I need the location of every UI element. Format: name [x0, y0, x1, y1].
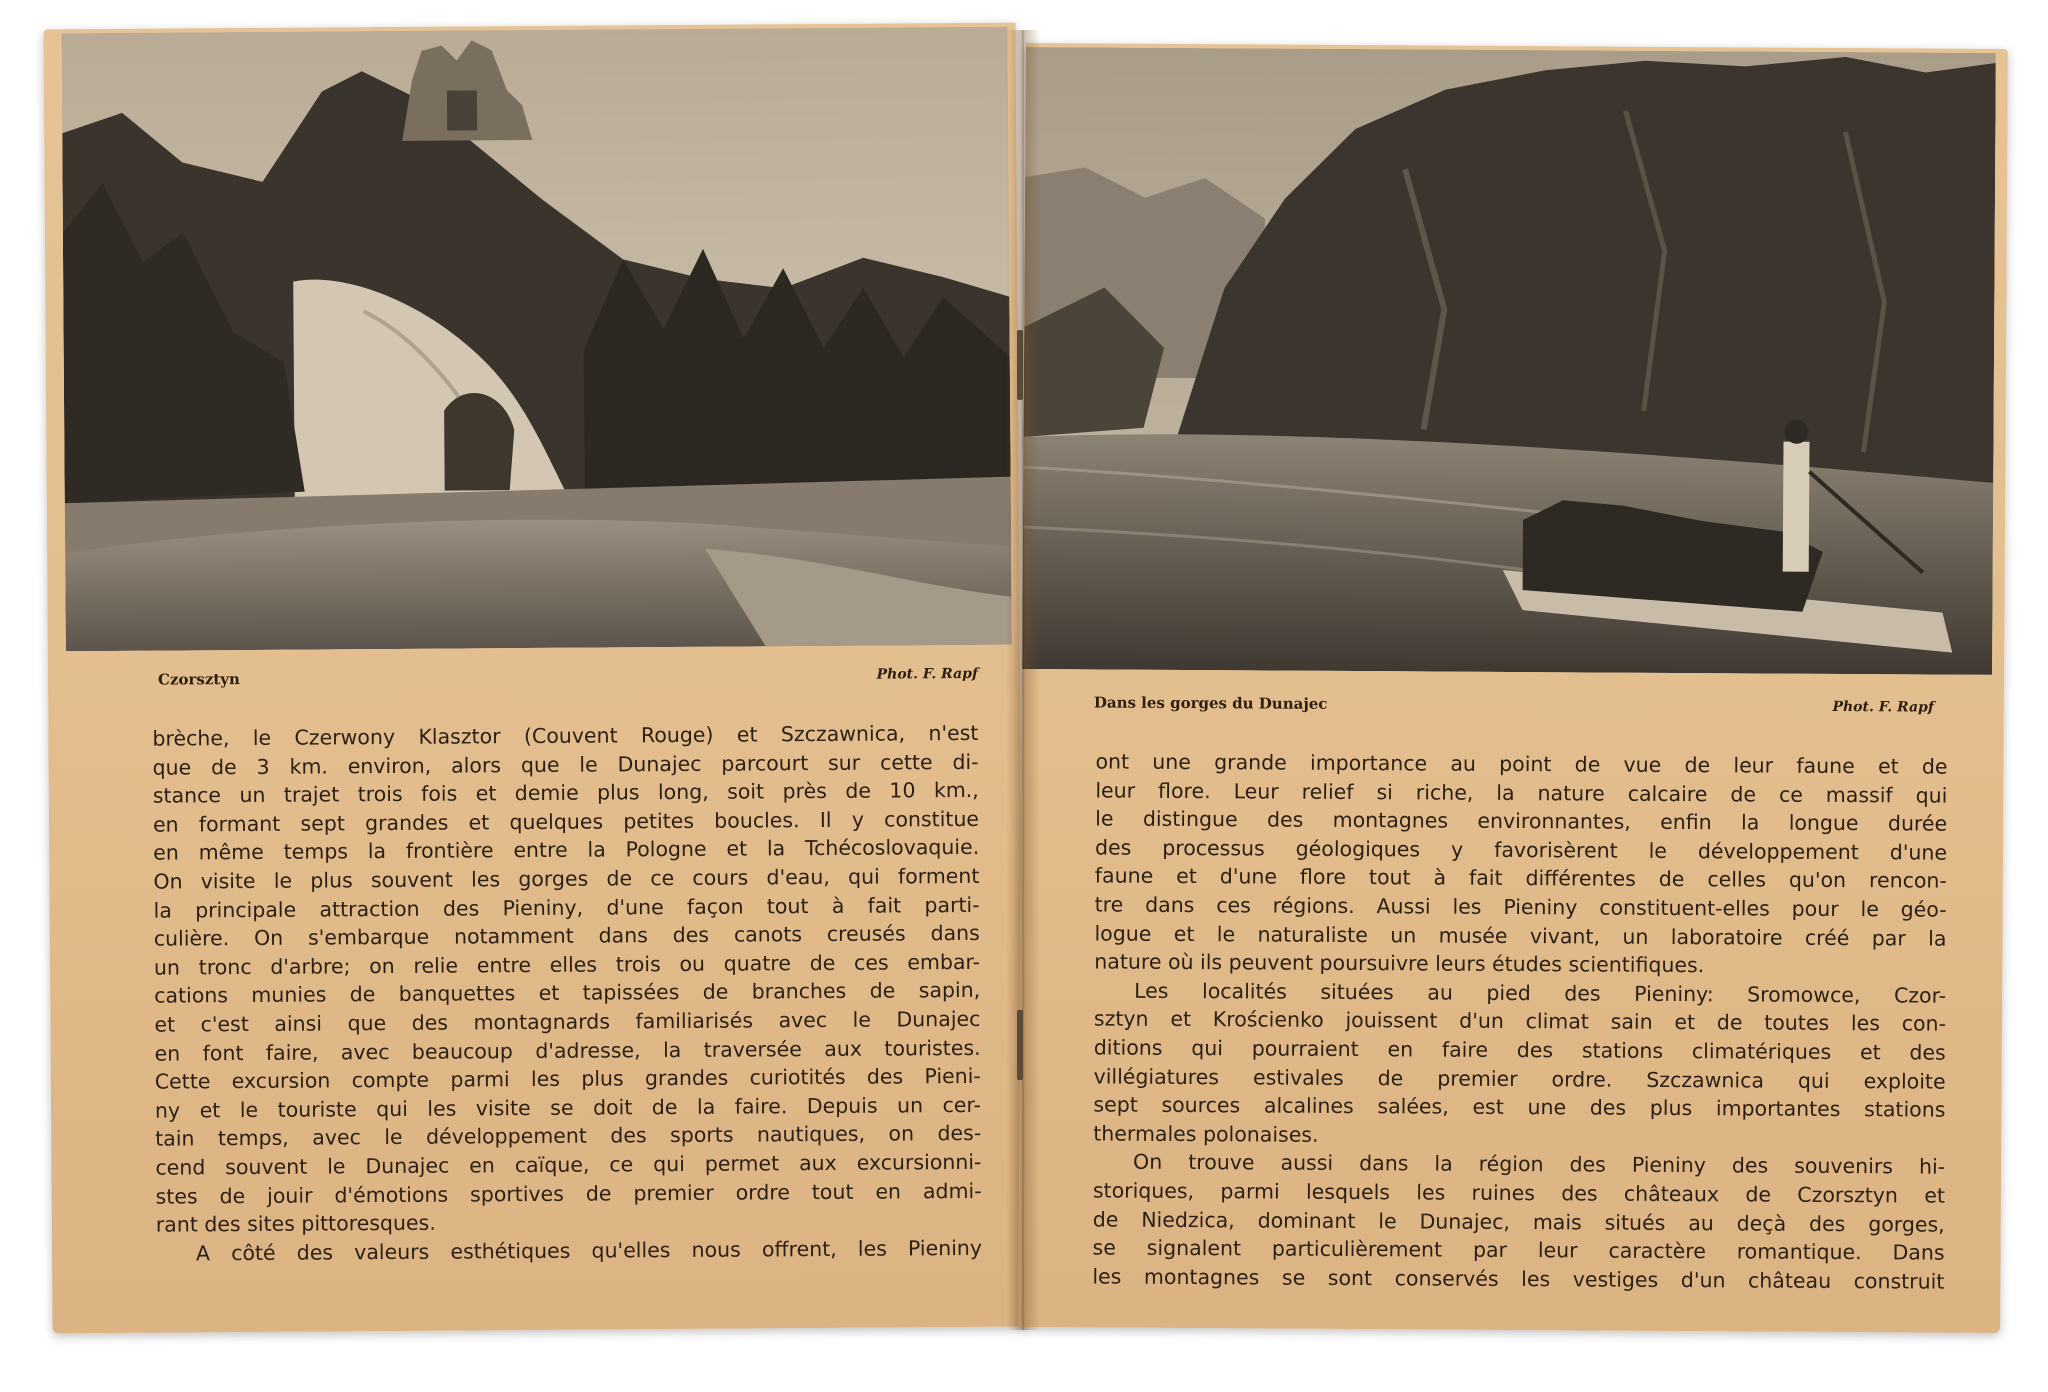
- text-line: les montagnes se sont conservés les vestiges d'un château construit: [1092, 1264, 1945, 1294]
- caption-credit: Phot. F. Rapf: [876, 665, 979, 683]
- czorsztyn-landscape-image: [61, 27, 1011, 652]
- right-body-text: [1092, 747, 1947, 1295]
- staple-bottom: [1017, 1010, 1023, 1080]
- text-line: ont une grande importance au point de vue de leur faune et de: [1095, 749, 1948, 779]
- text-line: des processus géologiques y favorisèrent le développement d'une: [1094, 835, 1948, 865]
- caption-credit: Phot. F. Rapf: [1832, 698, 1934, 716]
- text-line: Cette excursion compte parmi les plus grandes curiotités des Pieni-: [154, 1064, 981, 1094]
- text-line: faune et d'une flore tout à fait différentes de celles qu'on rencon-: [1094, 863, 1947, 894]
- text-line: brèche, le Czerwony Klasztor (Couvent Rouge) et Szczawnica, n'est: [152, 720, 979, 751]
- text-line: se signalent particulièrement par leur caractère romantique. Dans: [1092, 1235, 1945, 1265]
- text-line: ditions qui pourraient en faire des stations climatériques et des: [1093, 1035, 1946, 1065]
- text-line: stance un trajet trois fois et demie plus long, soit près de 10 km.,: [152, 778, 979, 808]
- left-page: [43, 23, 1024, 1334]
- text-line: A côté des valeurs esthétiques qu'elles nous offrent, les Pieniny: [195, 1235, 983, 1266]
- text-line: tain temps, avec le développement des sports nautiques, on des-: [155, 1121, 982, 1151]
- left-body-text: [152, 719, 982, 1268]
- caption-title: Dans les gorges du Dunajec: [1093, 693, 1328, 713]
- photo-caption-left: [158, 665, 978, 689]
- text-line: le distingue des montagnes environnantes, enfin la longue durée: [1095, 806, 1948, 836]
- text-line: stes de jouir d'émotions sportives de premier ordre tout en admi-: [155, 1178, 982, 1209]
- text-line: thermales polonaises.: [1093, 1121, 1319, 1147]
- text-line: leur flore. Leur relief si riche, la nature calcaire de ce massif qui: [1095, 778, 1948, 808]
- text-line: villégiatures estivales de premier ordre. Szczawnica qui exploite: [1093, 1063, 1946, 1094]
- text-line: de Niedzica, dominant le Dunajec, mais situés au deçà des gorges,: [1092, 1206, 1945, 1237]
- text-line: et c'est ainsi que des montagnards familiarisés avec le Dunajec: [154, 1006, 981, 1037]
- text-line: nature où ils peuvent poursuivre leurs études scientifiques.: [1094, 949, 1705, 978]
- caption-title: Czorsztyn: [157, 670, 240, 689]
- text-line: un tronc d'arbre; on relie entre elles trois ou quatre de ces embar-: [153, 949, 981, 980]
- text-line: ny et le touriste qui les visite se doit de la faire. Depuis un cer-: [154, 1092, 982, 1123]
- text-line: logue et le naturaliste un musée vivant, un laboratoire créé par la: [1094, 921, 1947, 951]
- text-line: tre dans ces régions. Aussi les Pieniny constituent-elles pour le géo-: [1094, 892, 1947, 922]
- photo-czorsztyn: [61, 27, 1011, 652]
- text-line: la principale attraction des Pieniny, d'une façon tout à fait parti-: [153, 892, 980, 923]
- text-line: On trouve aussi dans la région des Pieniny des souvenirs hi-: [1133, 1150, 1946, 1179]
- text-line: sztyn et Krościenko jouissent d'un climat sain et de toutes les con-: [1093, 1006, 1947, 1036]
- text-line: en même temps la frontière entre la Pologne et la Tchécoslovaquie.: [153, 835, 980, 866]
- text-line: cations munies de banquettes et tapissées de branches de sapin,: [154, 978, 981, 1009]
- text-line: rant des sites pittoresques.: [155, 1210, 436, 1237]
- text-line: storiques, parmi lesquels les ruines des châteaux de Czorsztyn et: [1092, 1178, 1945, 1208]
- text-line: cend souvent le Dunajec en caïque, ce qui permet aux excursionni-: [155, 1149, 982, 1180]
- text-line: sept sources alcalines salées, est une des plus importantes stations: [1093, 1092, 1946, 1122]
- photo-dunajec-gorge: [1022, 47, 1996, 675]
- text-line: en formant sept grandes et quelques petites boucles. Il y constitue: [152, 806, 980, 837]
- dunajec-gorge-image: [1022, 47, 1996, 675]
- booklet-spine: [1006, 30, 1040, 1330]
- photo-caption-right: [1094, 693, 1934, 716]
- text-line: en font faire, avec beaucoup d'adresse, la traversée aux touristes.: [154, 1035, 981, 1066]
- text-line: que de 3 km. environ, alors que le Dunajec parcourt sur cette di-: [152, 749, 979, 780]
- text-line: Les localités situées au pied des Pieniny: Sromowce, Czor-: [1134, 978, 1947, 1008]
- text-line: On visite le plus souvent les gorges de ce cours d'eau, qui forment: [153, 863, 980, 894]
- staple-top: [1017, 330, 1023, 400]
- text-line: culière. On s'embarque notamment dans des canots creusés dans: [153, 921, 980, 951]
- right-page: [1018, 43, 2008, 1333]
